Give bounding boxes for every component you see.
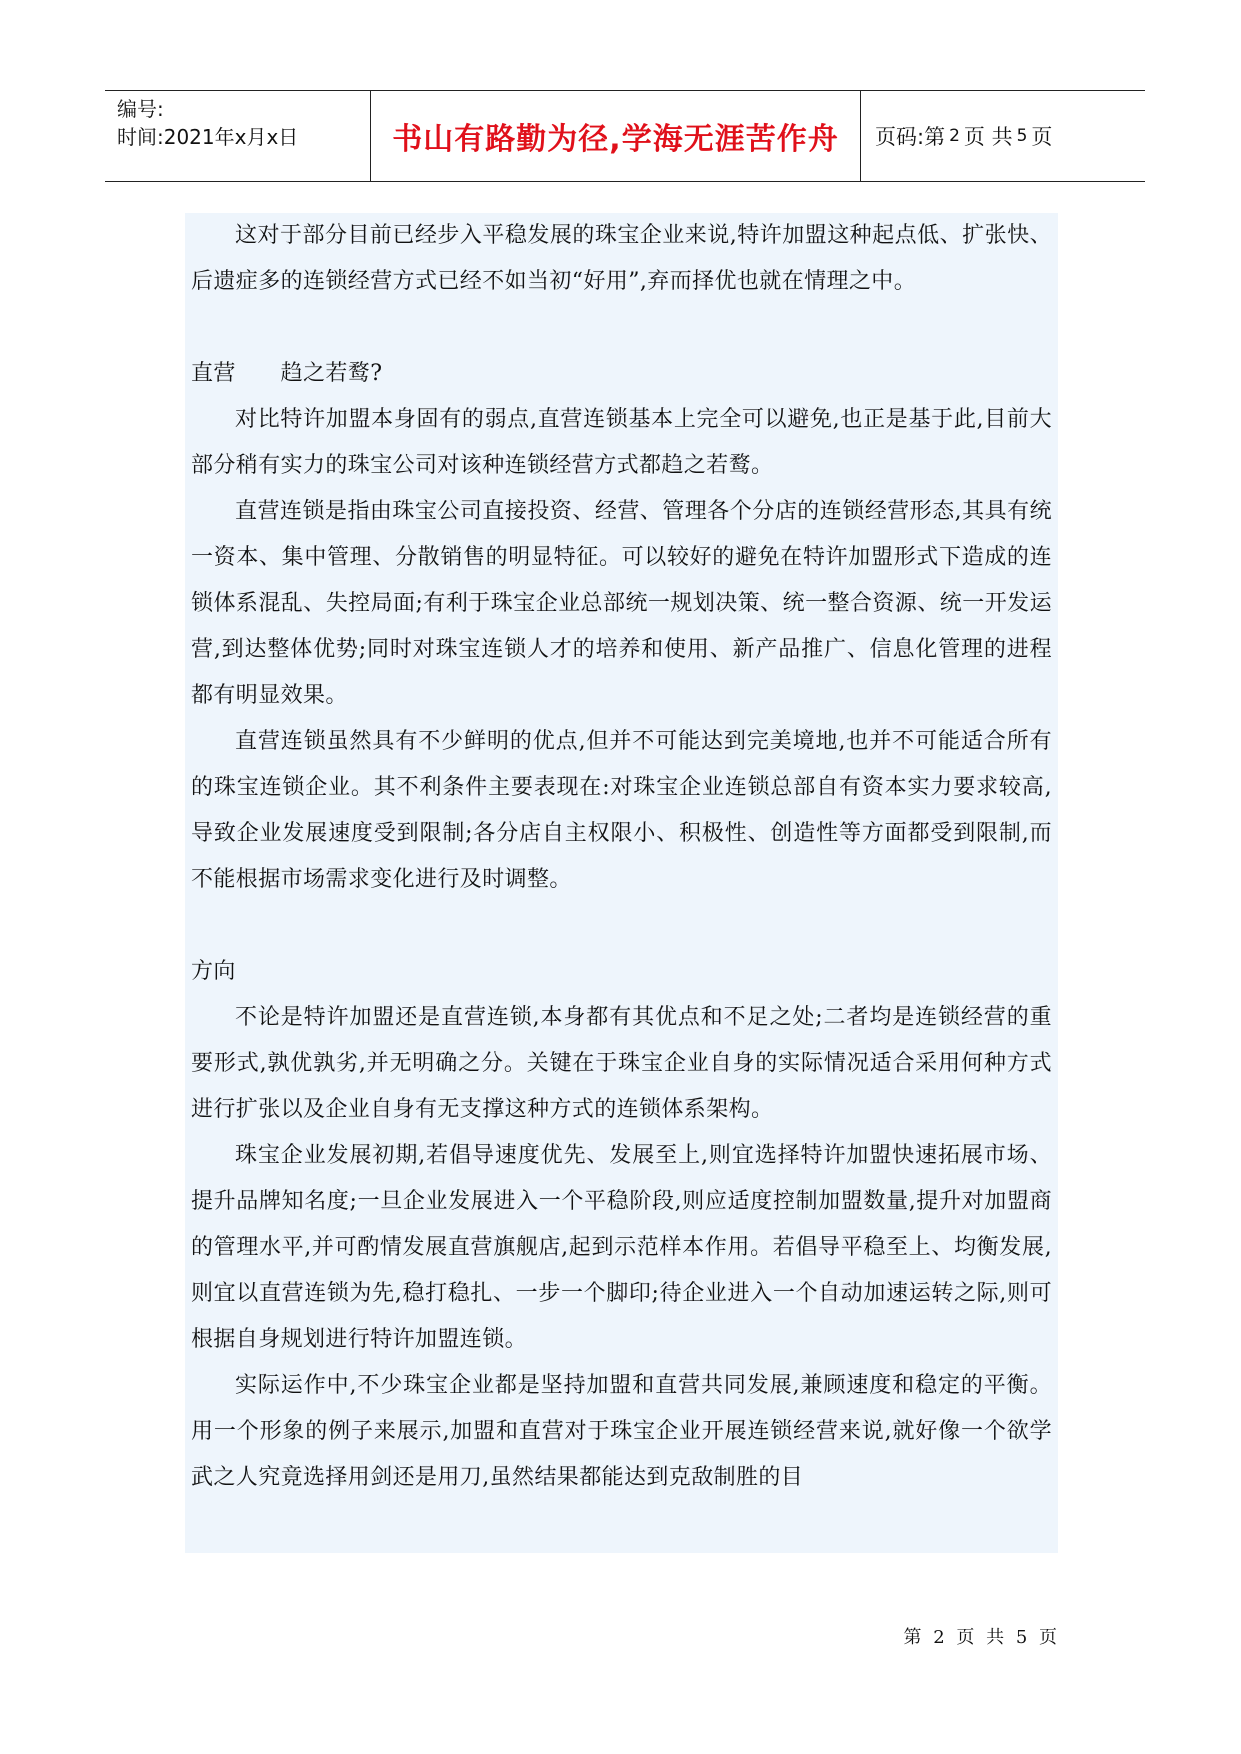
page-header bbox=[105, 90, 1145, 182]
section-heading-direct: 直营 趋之若鹜? bbox=[191, 361, 383, 386]
page-suffix: 页 bbox=[1031, 125, 1053, 149]
paragraph-gap bbox=[185, 305, 1058, 351]
paragraph-5: 不论是特许加盟还是直营连锁,本身都有其优点和不足之处;二者均是连锁经营的重要形式,孰优孰劣,并无明确之分。关键在于珠宝企业自身的实际情况适合采用何种方式进行扩张以及企业自身有无支撑这种方式的连锁体系架构。 bbox=[191, 1005, 1052, 1122]
page-current: 2 bbox=[949, 126, 960, 146]
paragraph-6: 珠宝企业发展初期,若倡导速度优先、发展至上,则宜选择特许加盟快速拓展市场、提升品牌知名度;一旦企业发展进入一个平稳阶段,则应适度控制加盟数量,提升对加盟商的管理水平,并可酌情发展直营旗舰店,起到示范样本作用。若倡导平稳至上、均衡发展,则宜以直营连锁为先,稳打稳扎、一步一个脚印;待企业进入一个自动加速运转之际,则可根据自身规划进行特许加盟连锁。 bbox=[191, 1143, 1052, 1352]
time-label: 时间:2021年x月x日 bbox=[117, 125, 299, 149]
page-prefix: 页码:第 bbox=[875, 125, 946, 149]
header-page-cell bbox=[861, 91, 1145, 181]
header-info-cell bbox=[105, 91, 371, 181]
paragraph-3: 直营连锁是指由珠宝公司直接投资、经营、管理各个分店的连锁经营形态,其具有统一资本、集中管理、分散销售的明显特征。可以较好的避免在特许加盟形式下造成的连锁体系混乱、失控局面;有利于珠宝企业总部统一规划决策、统一整合资源、统一开发运营,到达整体优势;同时对珠宝连锁人才的培养和使用、新产品推广、信息化管理的进程都有明显效果。 bbox=[191, 499, 1052, 708]
page-total: 5 bbox=[1016, 126, 1028, 146]
paragraph-4: 直营连锁虽然具有不少鲜明的优点,但并不可能达到完美境地,也并不可能适合所有的珠宝连锁企业。其不利条件主要表现在:对珠宝企业连锁总部自有资本实力要求较高,导致企业发展速度受到限制;各分店自主权限小、积极性、创造性等方面都受到限制,而不能根据市场需求变化进行及时调整。 bbox=[191, 729, 1052, 892]
paragraph-7: 实际运作中,不少珠宝企业都是坚持加盟和直营共同发展,兼顾速度和稳定的平衡。用一个形象的例子来展示,加盟和直营对于珠宝企业开展连锁经营来说,就好像一个欲学武之人究竟选择用剑还是用刀,虽然结果都能达到克敌制胜的目 bbox=[191, 1373, 1052, 1490]
paragraph-gap bbox=[185, 903, 1058, 949]
document-body bbox=[185, 213, 1058, 1553]
paragraph-2: 对比特许加盟本身固有的弱点,直营连锁基本上完全可以避免,也正是基于此,目前大部分稍有实力的珠宝公司对该种连锁经营方式都趋之若鹜。 bbox=[191, 407, 1052, 478]
page-middle: 页 共 bbox=[963, 125, 1013, 149]
number-label: 编号: bbox=[117, 97, 164, 121]
paragraph-1: 这对于部分目前已经步入平稳发展的珠宝企业来说,特许加盟这种起点低、扩张快、后遗症多的连锁经营方式已经不如当初“好用”,弃而择优也就在情理之中。 bbox=[191, 223, 1052, 294]
section-heading-direction: 方向 bbox=[191, 959, 236, 984]
page-footer: 第 2 页 共 5 页 bbox=[903, 1627, 1060, 1648]
header-motto: 书山有路勤为径,学海无涯苦作舟 bbox=[371, 91, 861, 181]
